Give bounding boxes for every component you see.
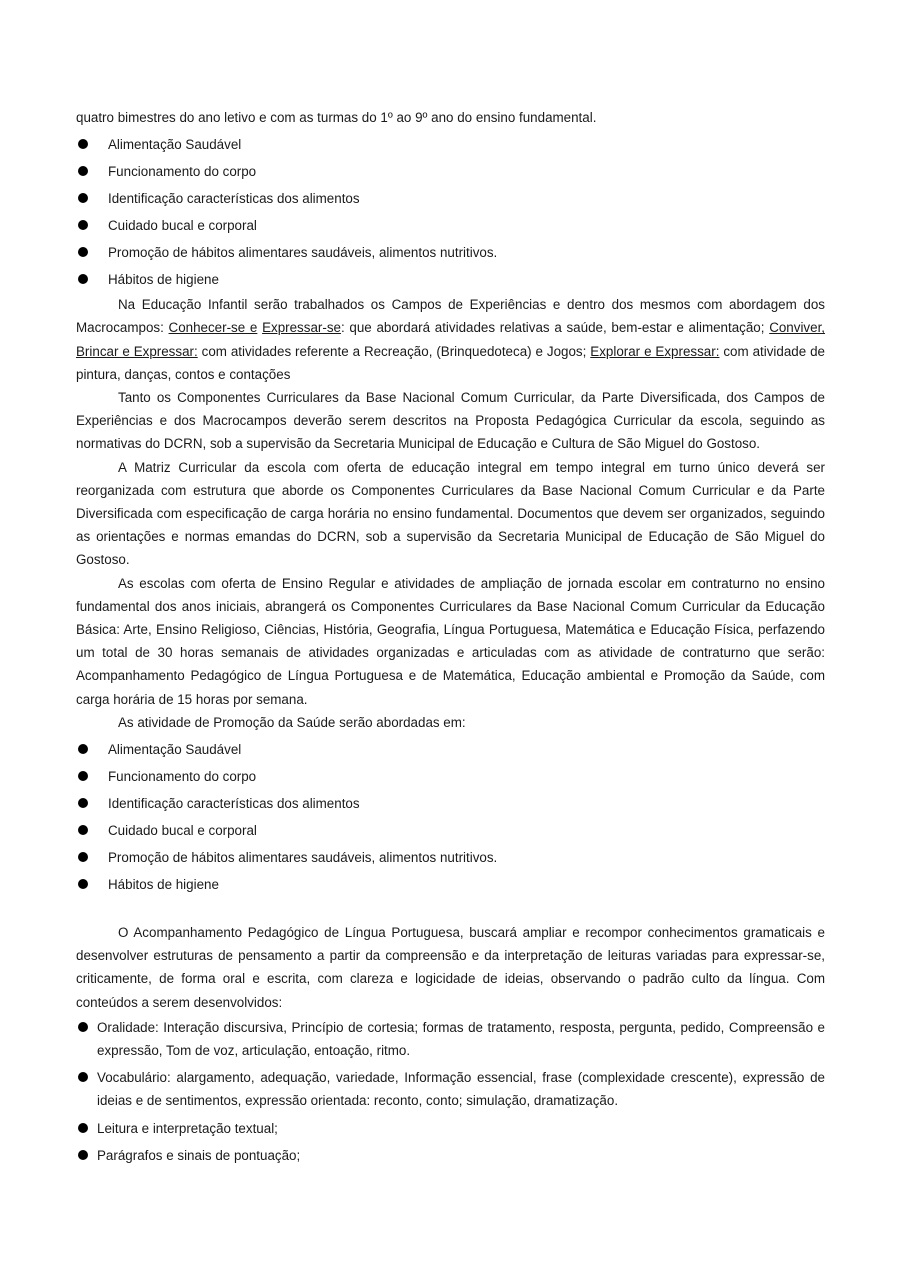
- list-item: Oralidade: Interação discursiva, Princípio de cortesia; formas de tratamento, resposta, pergunta, pedido, Compreensão e expressão, Tom de voz, articulação, entoação, ritmo.: [76, 1016, 825, 1062]
- list-item: Hábitos de higiene: [76, 266, 825, 293]
- bullet-icon: [78, 274, 88, 284]
- paragraph-escolas: As escolas com oferta de Ensino Regular e atividades de ampliação de jornada escolar em contraturno no ensino fundamental dos anos iniciais, abrangerá os Componentes Curriculares da Base Nacional Comum Curricular da Educação Básica: Arte, Ensino Religioso, Ciências, História, Geografia, Língua Portuguesa, Matemática e Educação Física, perfazendo um total de 30 horas semanais de atividades organizadas e articuladas com as atividade de contraturno que serão: Acompanhamento Pedagógico de Língua Portuguesa e de Matemática, Educação ambiental e Promoção da Saúde, com carga horária de 15 horas por semana.: [76, 575, 825, 707]
- spacer: [76, 898, 825, 921]
- content-topics-list: [76, 1016, 825, 1167]
- health-topics-list-1: [76, 131, 825, 293]
- bullet-icon: [78, 1123, 88, 1133]
- macrocampo-conviver: Conviver, Brincar e Expressar:: [76, 320, 826, 359]
- macrocampo-conhecer-se: Conhecer-se e: [168, 320, 258, 336]
- paragraph-componentes: Tanto os Componentes Curriculares da Base Nacional Comum Curricular, da Parte Diversificada, dos Campos de Experiências e dos Macrocampos deverão serem descritos na Proposta Pedagógica Curricular da escola, seguindo as normativas do DCRN, sob a supervisão da Secretaria Municipal de Educação e Cultura de São Miguel do Gostoso.: [76, 390, 825, 452]
- list-item: Alimentação Saudável: [76, 736, 825, 763]
- paragraph-educacao-infantil: Na Educação Infantil serão trabalhados os Campos de Experiências e dentro dos mesmos com abordagem dos Macrocampos: Conhecer-se e Expressar-se: que abordará atividades relativas a saúde, bem-estar e alimentação; Conviver, Brincar e Expressar: com atividades referente a Recreação, (Brinquedoteca) e Jogos; Explorar e Expressar: com atividade de pintura, danças, contos e contações: [76, 297, 826, 382]
- list-item: Promoção de hábitos alimentares saudáveis, alimentos nutritivos.: [76, 239, 825, 266]
- bullet-icon: [78, 193, 88, 203]
- list-item: Funcionamento do corpo: [76, 158, 825, 185]
- list-item: Identificação características dos alimentos: [76, 185, 825, 212]
- bullet-icon: [78, 852, 88, 862]
- health-topics-list-2: [76, 736, 825, 898]
- bullet-icon: [78, 771, 88, 781]
- bullet-icon: [78, 744, 88, 754]
- bullet-icon: [78, 220, 88, 230]
- list-item: Cuidado bucal e corporal: [76, 817, 825, 844]
- macrocampo-explorar: Explorar e Expressar:: [590, 343, 720, 359]
- paragraph-promocao-saude: As atividade de Promoção da Saúde serão abordadas em:: [118, 714, 466, 730]
- bullet-icon: [78, 1150, 88, 1160]
- list-item: Identificação características dos alimentos: [76, 790, 825, 817]
- paragraph-matriz-curricular: A Matriz Curricular da escola com oferta de educação integral em tempo integral em turno único deverá ser reorganizada com estrutura que aborde os Componentes Curriculares da Base Nacional Comum Curricular e da Parte Diversificada com especificação de carga horária no ensino fundamental. Documentos que devem ser organizados, seguindo as orientações e normas emandas do DCRN, sob a supervisão da Secretaria Municipal de Educação de São Miguel do Gostoso.: [76, 459, 825, 568]
- list-item: Cuidado bucal e corporal: [76, 212, 825, 239]
- list-item: Parágrafos e sinais de pontuação;: [76, 1144, 825, 1167]
- macrocampo-expressar-se: Expressar-se: [262, 320, 341, 336]
- bullet-icon: [78, 139, 88, 149]
- bullet-icon: [78, 798, 88, 808]
- document-page: [76, 106, 825, 1171]
- list-item: Alimentação Saudável: [76, 131, 825, 158]
- list-item: Leitura e interpretação textual;: [76, 1117, 825, 1140]
- list-item: Hábitos de higiene: [76, 871, 825, 898]
- bullet-icon: [78, 1072, 88, 1082]
- intro-line: quatro bimestres do ano letivo e com as turmas do 1º ao 9º ano do ensino fundamental.: [76, 110, 597, 125]
- bullet-icon: [78, 247, 88, 257]
- bullet-icon: [78, 879, 88, 889]
- list-item: Promoção de hábitos alimentares saudáveis, alimentos nutritivos.: [76, 844, 825, 871]
- list-item: Vocabulário: alargamento, adequação, variedade, Informação essencial, frase (complexidade crescente), expressão de ideias e de sentimentos, expressão orientada: reconto, conto; simulação, dramatização.: [76, 1066, 825, 1112]
- list-item: Funcionamento do corpo: [76, 763, 825, 790]
- bullet-icon: [78, 166, 88, 176]
- bullet-icon: [78, 825, 88, 835]
- paragraph-acompanhamento: O Acompanhamento Pedagógico de Língua Portuguesa, buscará ampliar e recompor conhecimentos gramaticais e desenvolver estruturas de pensamento a partir da compreensão e da interpretação de leituras variadas para expressar-se, criticamente, de forma oral e escrita, com clareza e logicidade de ideias, observando o padrão culto da língua. Com conteúdos a serem desenvolvidos:: [76, 925, 825, 1010]
- bullet-icon: [78, 1022, 88, 1032]
